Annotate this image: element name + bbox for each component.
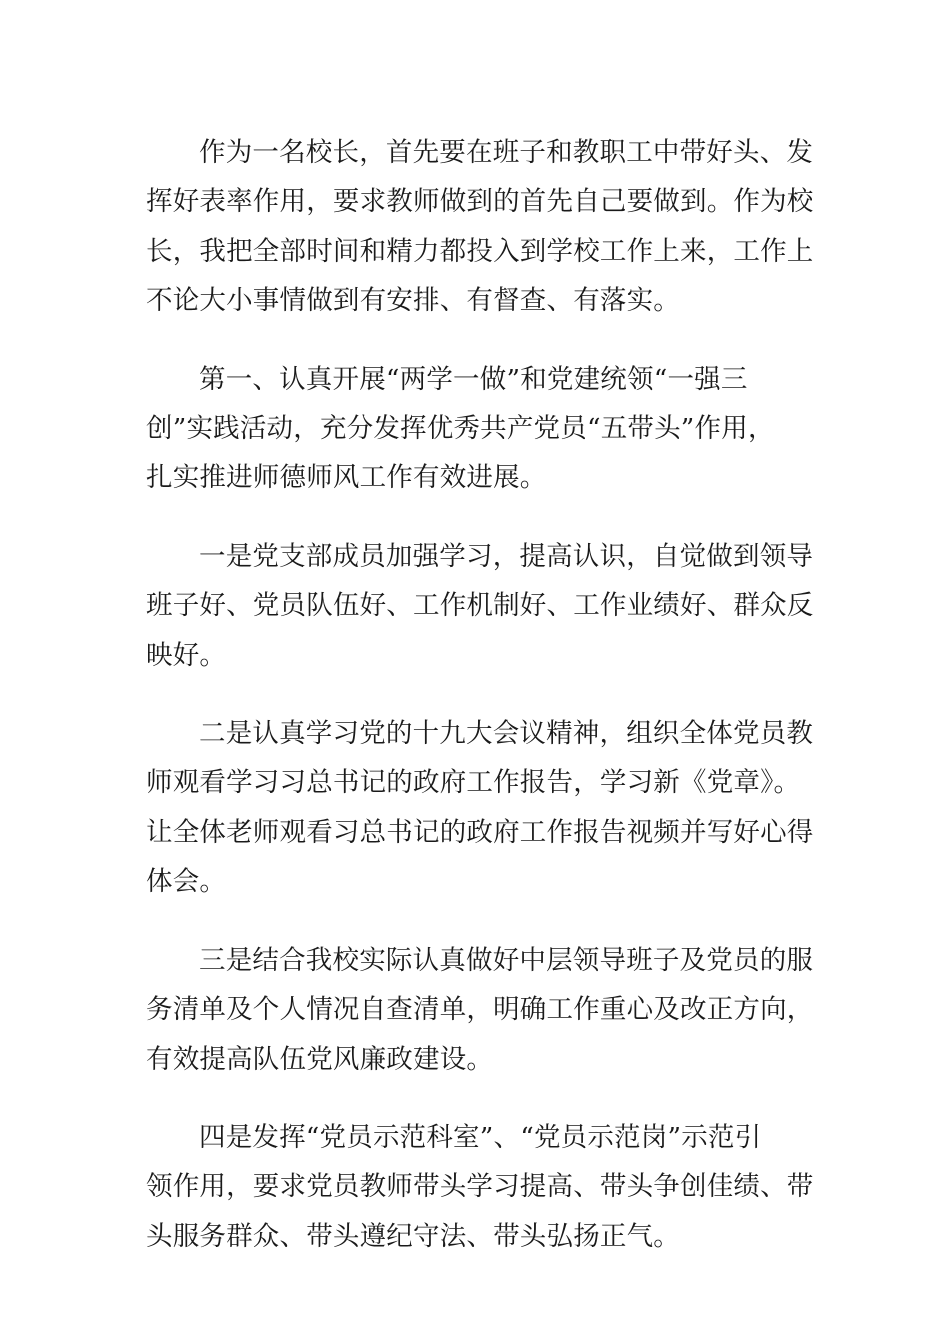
text-line: 扎实推进师德师风工作有效进展。 — [146, 462, 547, 494]
text-line: 务清单及个人情况自查清单，明确工作重心及改正方向， — [146, 994, 814, 1026]
text-line: 头服务群众、带头遵纪守法、带头弘扬正气。 — [146, 1220, 680, 1252]
text-line: 四是发挥“党员示范科室”、“党员示范岗”示范引 — [199, 1121, 762, 1153]
text-line: 体会。 — [146, 866, 227, 898]
text-line: 长，我把全部时间和精力都投入到学校工作上来，工作上 — [146, 235, 814, 267]
paragraph-6 — [146, 1113, 814, 1261]
text-line: 作为一名校长，首先要在班子和教职工中带好头、发 — [199, 137, 814, 168]
paragraph-2 — [146, 355, 786, 503]
text-line: 挥好表率作用，要求教师做到的首先自己要做到。作为校 — [146, 186, 814, 218]
text-line: 班子好、党员队伍好、工作机制好、工作业绩好、群众反 — [146, 590, 814, 622]
text-line: 不论大小事情做到有安排、有督查、有落实。 — [146, 285, 680, 317]
text-line: 第一、认真开展“两学一做”和党建统领“一强三 — [199, 363, 748, 395]
text-line: 映好。 — [146, 639, 227, 671]
paragraph-1 — [146, 128, 814, 326]
paragraph-4 — [146, 709, 814, 907]
text-line: 一是党支部成员加强学习，提高认识，自觉做到领导 — [199, 540, 814, 572]
text-line: 有效提高队伍党风廉政建设。 — [146, 1043, 494, 1075]
paragraph-3 — [146, 532, 814, 680]
text-line: 领作用，要求党员教师带头学习提高、带头争创佳绩、带 — [146, 1171, 814, 1203]
text-line: 师观看学习习总书记的政府工作报告，学习新《党章》。 — [146, 767, 801, 799]
text-line: 创”实践活动，充分发挥优秀共产党员“五带头”作用， — [146, 413, 775, 445]
document-body — [146, 128, 814, 1290]
text-line: 二是认真学习党的十九大会议精神，组织全体党员教 — [199, 718, 814, 750]
text-line: 让全体老师观看习总书记的政府工作报告视频并写好心得 — [146, 816, 814, 848]
paragraph-5 — [146, 936, 814, 1084]
text-line: 三是结合我校实际认真做好中层领导班子及党员的服 — [199, 944, 814, 976]
